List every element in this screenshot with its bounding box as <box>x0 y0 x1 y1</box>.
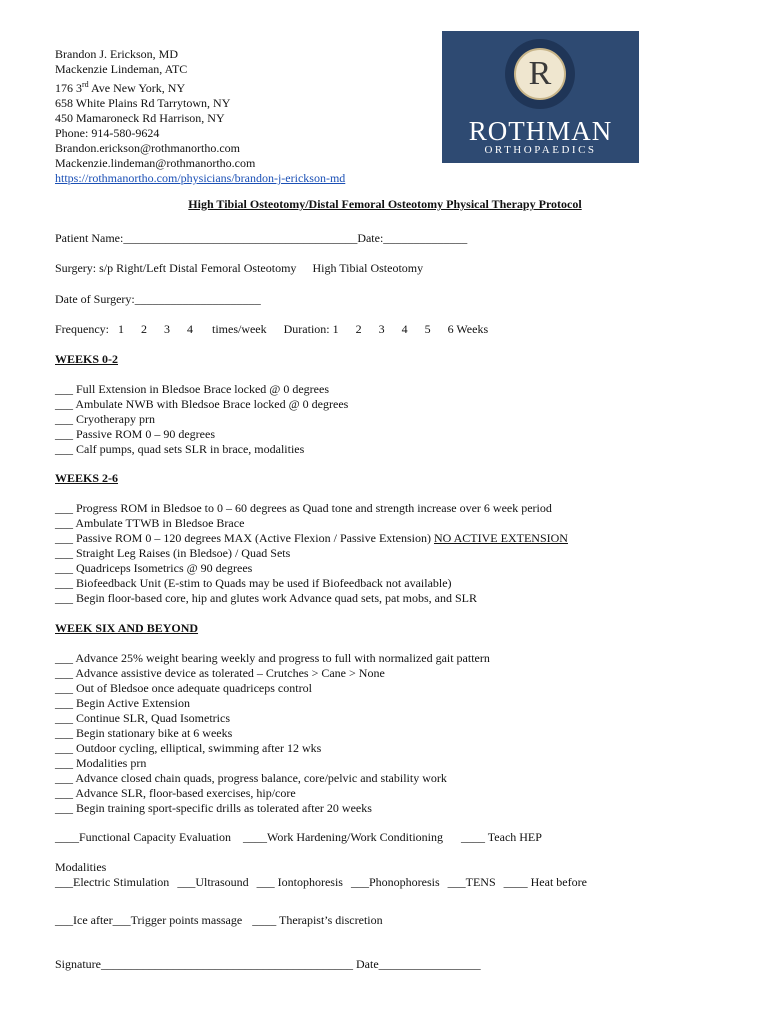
list-item[interactable]: ___ Biofeedback Unit (E-stim to Quads may be used if Biofeedback not available) <box>55 576 452 590</box>
address-ny <box>55 77 345 96</box>
address-ny-suffix: rd <box>82 80 89 89</box>
list-item[interactable]: ___ Quadriceps Isometrics @ 90 degrees <box>55 561 253 575</box>
physician-profile-link[interactable]: https://rothmanortho.com/physicians/brandon-j-erickson-md <box>55 171 346 185</box>
email-physician: Brandon.erickson@rothmanortho.com <box>55 141 241 155</box>
iontophoresis-option[interactable]: ___ Iontophoresis <box>256 875 343 889</box>
week-six-list <box>55 651 490 816</box>
extras-line <box>55 830 542 845</box>
list-item[interactable]: ___ Modalities prn <box>55 756 147 770</box>
ultrasound-option[interactable]: ___Ultrasound <box>177 875 249 889</box>
tens-option[interactable]: ___TENS <box>447 875 496 889</box>
no-active-extension-note: NO ACTIVE EXTENSION <box>433 531 568 545</box>
duration-option[interactable]: 1 <box>332 322 339 336</box>
trigger-points-option[interactable]: ___Trigger points massage <box>112 913 243 927</box>
list-item[interactable]: ___ Continue SLR, Quad Isometrics <box>55 711 230 725</box>
heat-before-option[interactable]: ____ Heat before <box>503 875 587 889</box>
date-of-surgery-field[interactable]: Date of Surgery:_____________________ <box>55 292 261 306</box>
logo-brand: ROTHMAN <box>468 116 613 146</box>
weeks-0-2-heading: WEEKS 0-2 <box>55 352 119 366</box>
list-item[interactable]: ___ Passive ROM 0 – 90 degrees <box>55 427 215 441</box>
list-item[interactable]: ___ Ambulate NWB with Bledsoe Brace locked @ 0 degrees <box>55 397 349 411</box>
list-item[interactable]: ___ Full Extension in Bledsoe Brace locked @ 0 degrees <box>55 382 329 396</box>
list-item[interactable]: ___ Progress ROM in Bledsoe to 0 – 60 degrees as Quad tone and strength increase over 6 week period <box>55 501 552 515</box>
frequency-option[interactable]: 2 <box>140 322 147 336</box>
surgery-label: Surgery: s/p Right/Left Distal Femoral Osteotomy <box>55 261 297 275</box>
address-ny-number: 176 3 <box>55 81 82 95</box>
patient-name-field[interactable]: Patient Name:_______________________________________Date:______________ <box>55 231 468 245</box>
list-item-text: ___ Passive ROM 0 – 120 degrees MAX (Active Flexion / Passive Extension) <box>55 531 434 545</box>
rothman-logo <box>442 31 639 163</box>
list-item[interactable]: ___ Ambulate TTWB in Bledsoe Brace <box>55 516 245 530</box>
modalities-label: Modalities <box>55 860 107 874</box>
phonophoresis-option[interactable]: ___Phonophoresis <box>350 875 440 889</box>
address-harrison: 450 Mamaroneck Rd Harrison, NY <box>55 111 225 125</box>
list-item[interactable]: ___ Begin floor-based core, hip and glutes work Advance quad sets, pat mobs, and SLR <box>55 591 478 605</box>
duration-option[interactable]: 5 <box>424 322 431 336</box>
address-tarrytown: 658 White Plains Rd Tarrytown, NY <box>55 96 231 110</box>
list-item[interactable]: ___ Advance SLR, floor-based exercises, hip/core <box>55 786 296 800</box>
list-item[interactable]: ___ Straight Leg Raises (in Bledsoe) / Quad Sets <box>55 546 291 560</box>
work-hardening-option[interactable]: ____Work Hardening/Work Conditioning <box>242 830 444 844</box>
list-item[interactable]: ___ Advance closed chain quads, progress balance, core/pelvic and stability work <box>55 771 447 785</box>
physician-name: Brandon J. Erickson, MD <box>55 47 178 61</box>
contact-block <box>55 47 345 186</box>
list-item[interactable]: ___ Begin stationary bike at 6 weeks <box>55 726 233 740</box>
list-item[interactable]: ___ Cryotherapy prn <box>55 412 155 426</box>
teach-hep-option[interactable]: ____ Teach HEP <box>461 830 542 844</box>
frequency-label: Frequency: <box>55 322 109 336</box>
logo-seal <box>505 39 575 109</box>
week-six-heading: WEEK SIX AND BEYOND <box>55 621 199 635</box>
electric-stimulation-option[interactable]: ___Electric Stimulation <box>55 875 170 889</box>
address-ny-street: Ave New York, NY <box>88 81 186 95</box>
duration-option[interactable]: 4 <box>401 322 408 336</box>
weeks-2-6-list <box>55 501 568 606</box>
list-item[interactable]: ___ Begin Active Extension <box>55 696 190 710</box>
duration-label: Duration: <box>283 322 330 336</box>
email-assistant: Mackenzie.lindeman@rothmanortho.com <box>55 156 256 170</box>
list-item[interactable]: ___ Advance assistive device as tolerated – Crutches > Cane > None <box>55 666 385 680</box>
modalities-line-2 <box>55 913 383 928</box>
signature-field[interactable]: Signature__________________________________________ Date_________________ <box>55 957 481 971</box>
frequency-option[interactable]: 1 <box>117 322 124 336</box>
weeks-2-6-heading: WEEKS 2-6 <box>55 471 119 485</box>
phone: Phone: 914-580-9624 <box>55 126 160 140</box>
modalities-line-1 <box>55 875 587 890</box>
weeks-0-2-list <box>55 382 348 457</box>
duration-unit[interactable]: 6 Weeks <box>447 322 489 336</box>
logo-letter: R <box>514 48 566 100</box>
surgery-alt: High Tibial Osteotomy <box>312 261 424 275</box>
duration-option[interactable]: 2 <box>355 322 362 336</box>
logo-subtitle: ORTHOPAEDICS <box>484 144 597 156</box>
duration-option[interactable]: 3 <box>378 322 385 336</box>
list-item[interactable] <box>55 531 568 546</box>
list-item[interactable]: ___ Begin training sport-specific drills as tolerated after 20 weeks <box>55 801 372 815</box>
frequency-line <box>55 322 488 337</box>
list-item[interactable]: ___ Out of Bledsoe once adequate quadriceps control <box>55 681 312 695</box>
list-item[interactable]: ___ Outdoor cycling, elliptical, swimming after 12 wks <box>55 741 322 755</box>
assistant-name: Mackenzie Lindeman, ATC <box>55 62 188 76</box>
therapist-discretion-option[interactable]: ____ Therapist’s discretion <box>252 913 383 927</box>
frequency-option[interactable]: 3 <box>163 322 170 336</box>
frequency-unit: times/week <box>211 322 267 336</box>
surgery-line <box>55 261 423 276</box>
ice-after-option[interactable]: ___Ice after <box>55 913 113 927</box>
list-item[interactable]: ___ Advance 25% weight bearing weekly and progress to full with normalized gait pattern <box>55 651 490 665</box>
list-item[interactable]: ___ Calf pumps, quad sets SLR in brace, modalities <box>55 442 305 456</box>
protocol-title: High Tibial Osteotomy/Distal Femoral Osteotomy Physical Therapy Protocol <box>188 197 582 211</box>
frequency-option[interactable]: 4 <box>186 322 193 336</box>
fce-option[interactable]: ____Functional Capacity Evaluation <box>55 830 231 844</box>
